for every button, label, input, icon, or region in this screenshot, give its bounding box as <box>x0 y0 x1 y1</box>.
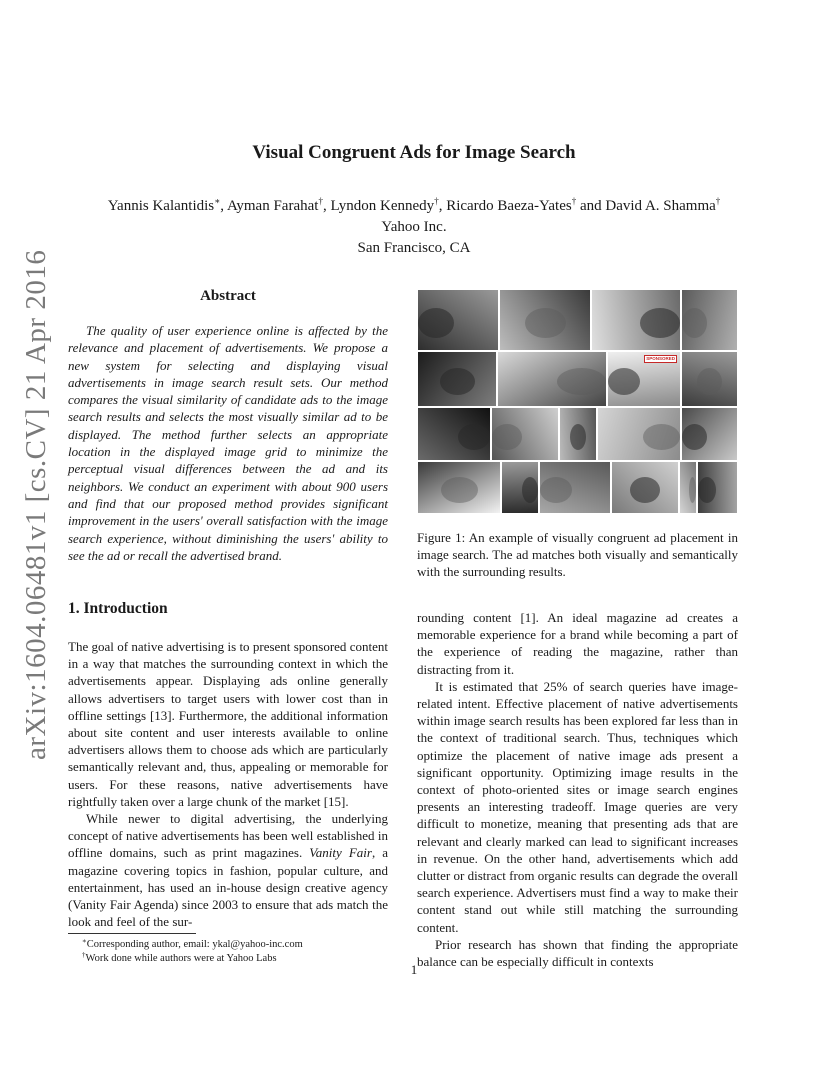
footnote-mark: † <box>82 950 86 959</box>
paragraph: The goal of native advertising is to present sponsored content in a way that matches the surrounding context in which the advertisements appear. Displaying ads online generally allows advertisers to target users with lower cost than in offline settings [13]. Furthermore, the additional information about site content and user interests available to online advertisers allows them to choose ads which are particularly semantically relevant and, thus, appealing or memorable for users. For these reasons, native advertisements have rightfully taken over a large chunk of the market [15]. <box>68 639 388 809</box>
paragraph-text: , a magazine covering topics in fashion, popular culture, and entertainment, has used an in-house design creative agency (Vanity Fair Agenda) since 2003 to ensure that ads match the look and feel of the sur- <box>68 845 388 930</box>
author-name: David A. Shamma <box>605 198 716 214</box>
cat-silhouette <box>608 368 640 395</box>
result-thumbnail <box>682 290 737 350</box>
paper-title: Visual Congruent Ads for Image Search <box>252 142 576 163</box>
cat-silhouette <box>643 424 680 450</box>
left-column-body <box>68 638 388 930</box>
author-mark: † <box>434 196 439 206</box>
cat-silhouette <box>689 477 696 503</box>
author-mark: † <box>571 196 577 206</box>
abstract-text: The quality of user experience online is affected by the relevance and placement of advertisements. We propose a new system for selecting and displaying visual advertisements in image search result sets. Our method compares the visual similarity of candidate ads to the image search results and selects the most visually similar ad to be displayed. The method further selects an appropriate location in the displayed image grid to minimize the perceptual visual differences between the ad and its neighbors. We conduct an experiment with about 900 users and find that our proposed method provides significant improvement in the users' overall satisfaction with the image search experience, without diminishing the users' ability to see the ad or recall the advertised brand. <box>68 323 388 563</box>
footnote-mark: ∗ <box>82 937 87 945</box>
author-name: Ayman Farahat <box>226 198 319 214</box>
footnote-text: Work done while authors were at Yahoo Labs <box>85 952 277 964</box>
cat-silhouette <box>640 308 680 338</box>
cat-silhouette <box>440 368 475 395</box>
cat-silhouette <box>441 477 478 503</box>
abstract-heading: Abstract <box>200 288 256 304</box>
author-list <box>0 196 828 217</box>
result-thumbnail <box>682 408 737 460</box>
result-thumbnail <box>680 462 696 513</box>
paragraph <box>68 810 388 930</box>
author-mark: † <box>318 196 323 206</box>
cat-silhouette <box>418 308 454 338</box>
right-column-body <box>417 609 738 970</box>
author-mark: † <box>715 196 721 206</box>
result-thumbnail <box>608 352 680 406</box>
result-thumbnail <box>502 462 538 513</box>
cat-silhouette <box>557 368 606 395</box>
cat-silhouette <box>698 477 716 503</box>
affiliation: Yahoo Inc. <box>381 219 447 235</box>
result-thumbnail <box>592 290 680 350</box>
result-thumbnail <box>598 408 680 460</box>
paragraph-text: While newer to digital advertising, the underlying concept of native advertisements has been well established in offline domains, such as print magazines. <box>68 811 388 861</box>
author-name: Ricardo Baeza-Yates <box>446 198 572 214</box>
location: San Francisco, CA <box>357 240 471 256</box>
author-separator: and <box>576 198 606 214</box>
result-thumbnail <box>418 462 500 513</box>
cat-silhouette <box>682 308 707 338</box>
sponsored-ad-label: SPONSORED <box>646 356 675 361</box>
result-thumbnail <box>500 290 590 350</box>
author-block <box>0 196 828 259</box>
section-heading-introduction: 1. Introduction <box>68 600 168 617</box>
footnote <box>68 938 388 952</box>
result-thumbnail <box>682 352 737 406</box>
page-number: 1 <box>410 962 418 977</box>
result-thumbnail <box>492 408 558 460</box>
result-thumbnail <box>418 408 490 460</box>
arxiv-identifier: arXiv:1604.06481v1 [cs.CV] 21 Apr 2016 <box>20 249 52 760</box>
cat-silhouette <box>570 424 586 450</box>
result-thumbnail <box>418 290 498 350</box>
magazine-name: Vanity Fair <box>309 845 372 861</box>
result-thumbnail <box>540 462 610 513</box>
author-separator: , <box>438 198 447 214</box>
paragraph: Prior research has shown that finding the appropriate balance can be especially difficult in contexts <box>417 936 738 970</box>
result-thumbnail <box>612 462 678 513</box>
paragraph: rounding content [1]. An ideal magazine ad creates a memorable experience for a brand while becoming a part of the experience of reading the magazine, rather than distracting from it. <box>417 610 738 677</box>
author-separator: , <box>220 198 227 214</box>
footnote-divider <box>68 933 196 934</box>
cat-silhouette <box>522 477 538 503</box>
cat-silhouette <box>525 308 566 338</box>
cat-silhouette <box>492 424 522 450</box>
footnotes <box>68 938 388 965</box>
result-thumbnail <box>698 462 737 513</box>
cat-silhouette <box>697 368 722 395</box>
cat-silhouette <box>458 424 490 450</box>
author-mark: ∗ <box>214 196 221 206</box>
result-thumbnail <box>498 352 606 406</box>
figure-caption: Figure 1: An example of visually congruent ad placement in image search. The ad matches both visually and semantically with the surrounding results. <box>417 530 738 580</box>
figure-image-grid <box>418 290 737 513</box>
author-separator: , <box>322 198 331 214</box>
cat-silhouette <box>540 477 572 503</box>
author-name: Yannis Kalantidis <box>107 198 215 214</box>
result-thumbnail <box>560 408 596 460</box>
footnote-text: Corresponding author, email: ykal@yahoo-inc.com <box>86 939 303 950</box>
cat-silhouette <box>682 424 707 450</box>
cat-silhouette <box>630 477 660 503</box>
result-thumbnail <box>418 352 496 406</box>
paragraph: It is estimated that 25% of search queries have image-related intent. Effective placement of native advertisements within image search results has been explored far less than in the context of traditional search. Thus, techniques which optimize the placement of native image ads present a significant opportunity. Optimizing image results in the context of photo-oriented sites or image search engines presents an interesting tradeoff. Image queries are very difficult to monetize, meaning that presenting ads that are relevant and clearly marked can lead to significant increases in revenue. On the other hand, advertisements which add clutter or distract from organic results can degrade the overall search experience. Advertisers must find a way to make their content stand out while still matching the surrounding content. <box>417 678 738 935</box>
author-name: Lyndon Kennedy <box>330 198 435 214</box>
